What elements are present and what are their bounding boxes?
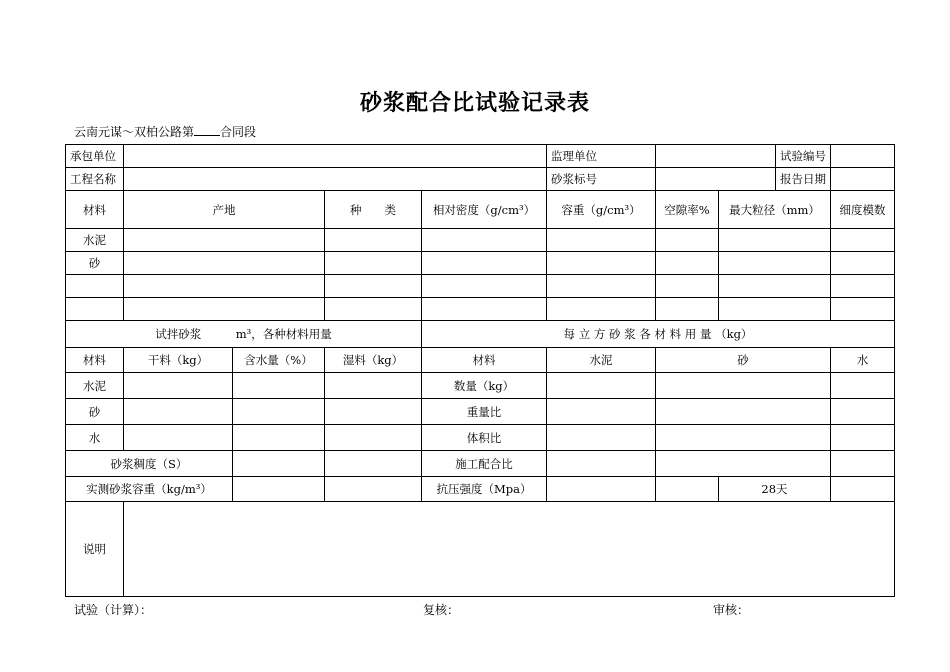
mortar-grade-field[interactable] xyxy=(656,168,776,191)
cell[interactable] xyxy=(422,275,547,298)
cell[interactable] xyxy=(547,373,656,399)
materials-col-origin: 产地 xyxy=(124,191,325,229)
trial-mix-header: 试拌砂浆 m³，各种材料用量 xyxy=(66,321,422,348)
cell[interactable] xyxy=(656,275,719,298)
recheck-signature: 复核： xyxy=(423,603,460,617)
cell[interactable] xyxy=(325,399,422,425)
trial-col-material: 材料 xyxy=(66,348,124,373)
table-row xyxy=(66,252,895,275)
trial-col-water-content: 含水量（%） xyxy=(233,348,325,373)
consistency-label: 砂浆稠度（S） xyxy=(66,451,233,477)
cell[interactable] xyxy=(325,252,422,275)
report-date-label: 报告日期 xyxy=(776,168,831,191)
contract-section-line xyxy=(74,123,256,140)
measured-unit-weight-field-2[interactable] xyxy=(325,477,422,502)
cell[interactable] xyxy=(547,275,656,298)
trial-material-name: 水泥 xyxy=(66,373,124,399)
cell[interactable] xyxy=(831,477,895,502)
cell[interactable] xyxy=(719,229,831,252)
cell[interactable] xyxy=(325,373,422,399)
cell[interactable] xyxy=(124,399,233,425)
cell[interactable] xyxy=(547,451,656,477)
cell[interactable] xyxy=(124,275,325,298)
table-row xyxy=(66,298,895,321)
cell[interactable] xyxy=(831,229,895,252)
form-title: 砂浆配合比试验记录表 xyxy=(359,90,590,116)
material-name[interactable] xyxy=(66,298,124,321)
per-m3-col-sand: 砂 xyxy=(656,348,831,373)
remarks-field[interactable] xyxy=(124,502,895,597)
material-name: 水泥 xyxy=(66,229,124,252)
cell[interactable] xyxy=(831,425,895,451)
cell[interactable] xyxy=(325,425,422,451)
measured-unit-weight-field[interactable] xyxy=(233,477,325,502)
cell[interactable] xyxy=(124,252,325,275)
project-name-label: 工程名称 xyxy=(66,168,124,191)
table-row xyxy=(66,399,895,425)
per-m3-row-label: 重量比 xyxy=(422,399,547,425)
per-cubic-meter-header: 每 立 方 砂 浆 各 材 料 用 量 （kg） xyxy=(422,321,895,348)
report-date-field[interactable] xyxy=(831,168,895,191)
contractor-label: 承包单位 xyxy=(66,145,124,168)
consistency-field[interactable] xyxy=(233,451,325,477)
cell[interactable] xyxy=(233,373,325,399)
cell[interactable] xyxy=(719,252,831,275)
cell[interactable] xyxy=(422,229,547,252)
cell[interactable] xyxy=(656,229,719,252)
measured-unit-weight-label: 实测砂浆容重（kg/m³） xyxy=(66,477,233,502)
materials-col-max-size: 最大粒径（mm） xyxy=(719,191,831,229)
materials-col-void-ratio: 空隙率% xyxy=(656,191,719,229)
cell[interactable] xyxy=(831,451,895,477)
table-row xyxy=(66,425,895,451)
cell[interactable] xyxy=(656,252,719,275)
subtitle-suffix: 合同段 xyxy=(220,125,257,139)
cell[interactable] xyxy=(656,477,719,502)
mortar-grade-label: 砂浆标号 xyxy=(547,168,656,191)
table-row xyxy=(66,373,895,399)
cell[interactable] xyxy=(124,229,325,252)
cell[interactable] xyxy=(422,298,547,321)
cell[interactable] xyxy=(831,373,895,399)
contractor-field[interactable] xyxy=(124,145,547,168)
cell[interactable] xyxy=(233,425,325,451)
per-m3-col-water: 水 xyxy=(831,348,895,373)
cell[interactable] xyxy=(656,451,831,477)
cell[interactable] xyxy=(325,298,422,321)
table-row xyxy=(66,275,895,298)
cell[interactable] xyxy=(124,425,233,451)
compressive-strength-label: 抗压强度（Mpa） xyxy=(422,477,547,502)
cell[interactable] xyxy=(656,399,831,425)
cell[interactable] xyxy=(233,399,325,425)
materials-col-kind: 种 类 xyxy=(325,191,422,229)
trial-col-wet: 湿料（kg） xyxy=(325,348,422,373)
cell[interactable] xyxy=(719,275,831,298)
cell[interactable] xyxy=(547,399,656,425)
subtitle-prefix: 云南元谋～双柏公路第 xyxy=(74,125,195,139)
test-number-field[interactable] xyxy=(831,145,895,168)
remarks-label: 说明 xyxy=(66,502,124,597)
material-name: 砂 xyxy=(66,252,124,275)
mortar-mix-table xyxy=(65,144,895,597)
per-m3-row-label: 体积比 xyxy=(422,425,547,451)
cell[interactable] xyxy=(831,275,895,298)
cell[interactable] xyxy=(831,399,895,425)
per-m3-col-cement: 水泥 xyxy=(547,348,656,373)
cell[interactable] xyxy=(547,477,656,502)
project-name-field[interactable] xyxy=(124,168,547,191)
cell[interactable] xyxy=(831,298,895,321)
cell[interactable] xyxy=(325,275,422,298)
cell[interactable] xyxy=(325,229,422,252)
cell[interactable] xyxy=(547,425,656,451)
materials-col-fineness: 细度模数 xyxy=(831,191,895,229)
per-m3-col-material: 材料 xyxy=(422,348,547,373)
28-day-label: 28天 xyxy=(719,477,831,502)
cell[interactable] xyxy=(422,252,547,275)
cell[interactable] xyxy=(656,373,831,399)
cell[interactable] xyxy=(719,298,831,321)
consistency-field-2[interactable] xyxy=(325,451,422,477)
per-m3-row-label: 数量（kg） xyxy=(422,373,547,399)
supervisor-label: 监理单位 xyxy=(547,145,656,168)
supervisor-field[interactable] xyxy=(656,145,776,168)
trial-material-name: 水 xyxy=(66,425,124,451)
materials-col-unit-weight: 容重（g/cm³） xyxy=(547,191,656,229)
table-row xyxy=(66,229,895,252)
test-calc-signature: 试验（计算）： xyxy=(74,603,153,617)
cell[interactable] xyxy=(124,298,325,321)
cell[interactable] xyxy=(547,229,656,252)
review-signature: 审核： xyxy=(713,603,750,617)
material-name[interactable] xyxy=(66,275,124,298)
trial-col-dry: 干料（kg） xyxy=(124,348,233,373)
cell[interactable] xyxy=(656,425,831,451)
materials-col-density: 相对密度（g/cm³） xyxy=(422,191,547,229)
trial-material-name: 砂 xyxy=(66,399,124,425)
section-number-blank[interactable] xyxy=(194,125,220,136)
cell[interactable] xyxy=(831,252,895,275)
cell[interactable] xyxy=(547,298,656,321)
test-number-label: 试验编号 xyxy=(776,145,831,168)
materials-col-material: 材料 xyxy=(66,191,124,229)
cell[interactable] xyxy=(124,373,233,399)
cell[interactable] xyxy=(656,298,719,321)
cell[interactable] xyxy=(547,252,656,275)
construction-ratio-label: 施工配合比 xyxy=(422,451,547,477)
